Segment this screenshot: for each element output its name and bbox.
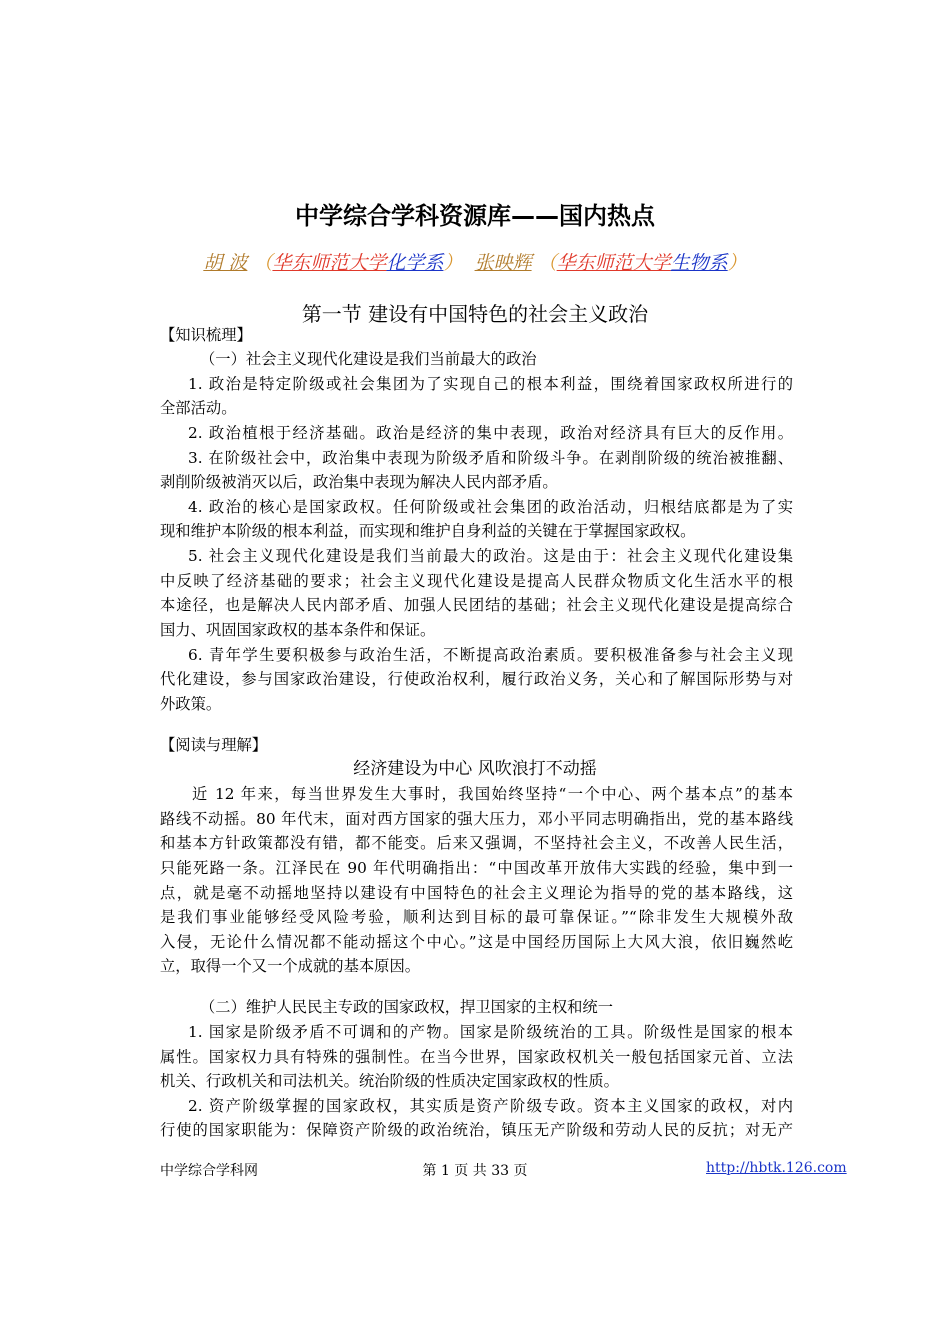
- paragraph-line: 2. 资产阶级掌握的国家政权，其实质是资产阶级专政。资本主义国家的政权，对内: [188, 1097, 793, 1115]
- paragraph-line: 入侵，无论什么情况都不能动摇这个中心。”这是中国经历国际上大风大浪，依旧巍然屹: [160, 933, 793, 951]
- paragraph-line: 1. 政治是特定阶级或社会集团为了实现自己的根本利益，围绕着国家政权所进行的: [188, 375, 793, 393]
- footer-site-link[interactable]: http://hbtk.126.com: [706, 1160, 847, 1176]
- paragraph-line: 5. 社会主义现代化建设是我们当前最大的政治。这是由于：社会主义现代化建设集: [188, 547, 793, 565]
- paragraph-line: 剥削阶级被消灭以后，政治集中表现为解决人民内部矛盾。: [160, 473, 558, 491]
- paragraph-line: 属性。国家权力具有特殊的强制性。在当今世界，国家政权机关一般包括国家元首、立法: [160, 1048, 793, 1066]
- paragraph-line: 4. 政治的核心是国家政权。任何阶级或社会集团的政治活动，归根结底都是为了实: [188, 498, 793, 516]
- section-title: 第一节 建设有中国特色的社会主义政治: [301, 302, 649, 326]
- paragraph-line: 中反映了经济基础的要求；社会主义现代化建设是提高人民群众物质文化生活水平的根: [160, 572, 793, 590]
- footer-page-number: 第 1 页 共 33 页: [422, 1163, 528, 1179]
- paragraph-line: 机关、行政机关和司法机关。统治阶级的性质决定国家政权的性质。: [160, 1072, 619, 1090]
- paragraph-line: 2. 政治植根于经济基础。政治是经济的集中表现，政治对经济具有巨大的反作用。: [188, 424, 793, 442]
- paragraph-line: 外政策。: [160, 695, 222, 713]
- paragraph-line: 国力、巩固国家政权的基本条件和保证。: [160, 621, 436, 639]
- subheading-2: （二）维护人民民主专政的国家政权，捍卫国家的主权和统一: [200, 998, 614, 1016]
- article-title: 经济建设为中心 风吹浪打不动摇: [353, 759, 597, 779]
- paragraph-line: 和基本方针政策都没有错，都不能变。后来又强调，不坚持社会主义，不改善人民生活，: [160, 834, 793, 852]
- author-line: 胡 波 （华东师范大学化学系） 张映辉 （华东师范大学生物系）: [203, 252, 747, 274]
- heading-reading: 【阅读与理解】: [160, 736, 268, 754]
- university-1-link[interactable]: 华东师范大学: [272, 252, 387, 274]
- department-2-link[interactable]: 生物系: [670, 252, 728, 274]
- paragraph-line: 立，取得一个又一个成就的基本原因。: [160, 957, 421, 975]
- subheading-1: （一）社会主义现代化建设是我们当前最大的政治: [200, 350, 537, 368]
- department-1-link[interactable]: 化学系: [386, 252, 444, 274]
- paragraph-line: 全部活动。: [160, 399, 237, 417]
- paragraph-line: 6. 青年学生要积极参与政治生活，不断提高政治素质。要积极准备参与社会主义现: [188, 646, 793, 664]
- footer-site-name: 中学综合学科网: [160, 1163, 258, 1179]
- paragraph-line: 点，就是毫不动摇地坚持以建设有中国特色的社会主义理论为指导的党的基本路线，这: [160, 884, 793, 902]
- paragraph-line: 是我们事业能够经受风险考验，顺利达到目标的最可靠保证。”“除非发生大规模外敌: [160, 908, 793, 926]
- author-1-link[interactable]: 胡 波: [203, 252, 248, 274]
- paragraph-line: 行使的国家职能为：保障资产阶级的政治统治，镇压无产阶级和劳动人民的反抗；对无产: [160, 1121, 793, 1139]
- paragraph-line: 本途径，也是解决人民内部矛盾、加强人民团结的基础；社会主义现代化建设是提高综合: [160, 596, 793, 614]
- paragraph-line: 代化建设，参与国家政治建设，行使政治权利，履行政治义务，关心和了解国际形势与对: [160, 670, 793, 688]
- paragraph-line: 1. 国家是阶级矛盾不可调和的产物。国家是阶级统治的工具。阶级性是国家的根本: [188, 1023, 793, 1041]
- page-title: 中学综合学科资源库——国内热点: [295, 202, 655, 230]
- paragraph-line: 只能死路一条。江泽民在 90 年代明确指出：“中国改革开放伟大实践的经验，集中到一: [160, 859, 793, 877]
- paragraph-line: 3. 在阶级社会中，政治集中表现为阶级矛盾和阶级斗争。在剥削阶级的统治被推翻、: [188, 449, 793, 467]
- paragraph-line: 近 12 年来，每当世界发生大事时，我国始终坚持“一个中心、两个基本点”的基本: [192, 785, 793, 803]
- author-2-link[interactable]: 张映辉: [474, 252, 532, 274]
- heading-knowledge: 【知识梳理】: [160, 326, 252, 344]
- paragraph-line: 现和维护本阶级的根本利益，而实现和维护自身利益的关键在于掌握国家政权。: [160, 522, 696, 540]
- university-2-link[interactable]: 华东师范大学: [556, 252, 671, 274]
- paragraph-line: 路线不动摇。80 年代末，面对西方国家的强大压力，邓小平同志明确指出，党的基本路线: [160, 810, 793, 828]
